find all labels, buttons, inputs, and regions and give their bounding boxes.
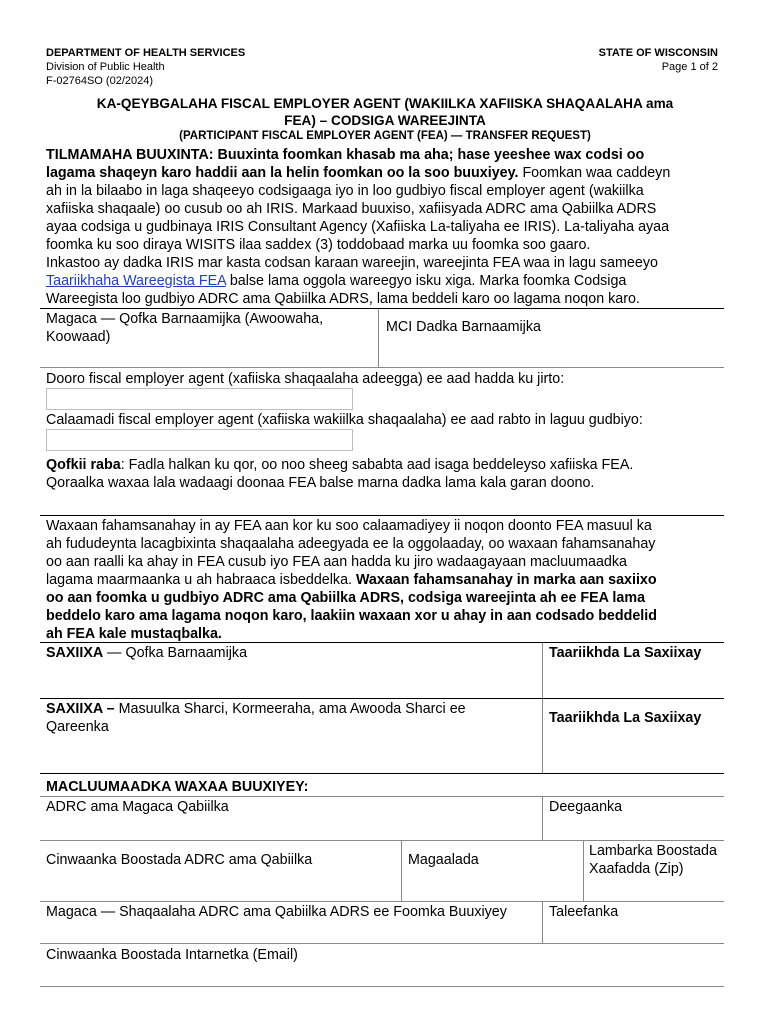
divider [401,840,402,901]
page-number: Page 1 of 2 [661,61,718,73]
divider [40,943,724,944]
instructions-line: foomka ku soo diraya WISITS ilaa saddex (3) toddobaad marka uu foomka soo gaaro. [46,237,591,253]
form-id: F-02764SO (02/2024) [46,75,154,87]
current-fea-label: Dooro fiscal employer agent (xafiiska shaqaalaha adeegga) ee aad hadda ku jirto: [46,371,565,387]
legal-representative-signature-date[interactable]: Taariikhda La Saxiixay [549,710,702,726]
form-title-line1: KA-QEYBGALAHA FISCAL EMPLOYER AGENT (WAKIILKA XAFIISKA SHAQAALAHA ama [96,96,674,111]
current-fea-select[interactable] [46,388,353,410]
phone-field[interactable]: Taleefanka [549,904,619,920]
divider [40,773,724,774]
form-title-line2: FEA) – CODSIGA WAREEJINTA [284,113,486,128]
instructions-line: Wareegista loo gudbiyo ADRC ama Qabiilka ADRS, lama beddeli karo oo lagama noqon karo. [46,291,640,307]
divider [40,796,724,797]
participant-signature-field[interactable]: SAXIIXA — Qofka Barnaamijka [46,645,248,661]
reason-input[interactable] [46,492,724,514]
divider [542,643,543,698]
optional-reason-text: Qofkii raba: Fadla halkan ku qor, oo noo sheeg sababta aad isaga beddeleyso xafiiska FEA. Qoraalka waxaa lala wadaagi doonaa FEA balse marna dadka lama kala garan doono. [46,457,634,491]
divider [40,698,724,699]
fea-transfer-dates-link[interactable]: Taariikhaha Wareegista FEA [46,273,226,289]
adrc-name-field[interactable]: ADRC ama Magaca Qabiilka [46,799,229,815]
department-name: DEPARTMENT OF HEALTH SERVICES [46,47,246,59]
staff-name-field[interactable]: Magaca — Shaqaalaha ADRC ama Qabiilka ADRS ee Foomka Buuxiyey [46,904,507,920]
mailing-address-field[interactable]: Cinwaanka Boostada ADRC ama Qabiilka [46,852,313,868]
instructions-line: xafiiska shaqaale) oo cusub oo ah IRIS. Markaad buuxiso, xafiisyada ADRC ama Qabiilka ADRS [46,201,657,217]
email-field[interactable]: Cinwaanka Boostada Intarnetka (Email) [46,947,298,963]
participant-name-field[interactable]: Magaca — Qofka Barnaamijka (Awoowaha, Koowaad) [46,311,324,345]
divider [40,308,724,309]
city-field[interactable]: Magaalada [408,852,479,868]
divider [542,699,543,773]
divider [542,901,543,943]
state-name: STATE OF WISCONSIN [598,47,718,59]
instructions-line: ah in la bilaabo in laga shaqeeyo codsigaaga iyo in loo gudbiyo fiscal employer agent (wakiilka [46,183,644,199]
divider [40,642,724,643]
instructions-line: ayaa codsiga u gudbinaya IRIS Consultant Agency (Xafiiska La-taliyaha ee IRIS). La-taliyaha ayaa [46,219,670,235]
divider [40,515,724,516]
divider [583,840,584,901]
divider [40,367,724,368]
instructions-line: Taariikhaha Wareegista FEA balse lama oggola wareegyo isku xiga. Marka foomka Codsiga [46,273,627,289]
instructions [46,146,736,308]
participant-signature-date[interactable]: Taariikhda La Saxiixay [549,645,702,661]
county-field[interactable]: Deegaanka [549,799,623,815]
divider [40,986,724,987]
participant-mci-field[interactable]: MCI Dadka Barnaamijka [386,319,541,335]
form-subtitle: (PARTICIPANT FISCAL EMPLOYER AGENT (FEA) — TRANSFER REQUEST) [179,130,591,142]
new-fea-label: Calaamadi fiscal employer agent (xafiiska wakiilka shaqaalaha) ee aad rabto in laguu gudbiyo: [46,412,643,428]
instructions-line: Inkastoo ay dadka IRIS mar kasta codsan karaan wareejin, wareejinta FEA waa in lagu sameeyo [46,255,658,271]
divider [378,309,379,367]
division-name: Division of Public Health [46,61,165,73]
new-fea-select[interactable] [46,429,353,451]
completed-by-heading: MACLUUMAADKA WAXAA BUUXIYEY: [46,779,309,795]
zip-code-field[interactable]: Lambarka Boostada Xaafadda (Zip) [589,843,717,877]
divider [40,840,724,841]
instructions-line: lagama shaqeyn karo haddii aan la helin foomkan oo la soo buuxiyey. Foomkan waa caddeyn [46,165,671,181]
acknowledgement-text: Waxaan fahamsanahay in ay FEA aan kor ku soo calaamadiyey ii noqon doonto FEA masuul ka ah fududeynta lacagbixinta shaqaalaha adeegyada ee la oggolaaday, oo waxaan fahamsanahay oo aan raalli ka ahay in FEA cusub iyo FEA aan hadda ku jiro wadaagayaan macluumaadka lagama maarmaanka u ah habraaca isbeddelka. Waxaan fahamsanahay in marka aan saxiixo oo aan foomka u gudbiyo ADRC ama Qabiilka ADRS, codsiga wareejinta ah ee FEA lama beddelo karo ama lagama noqon karo, laakiin waxaan xor u ahay in aan codsado beddelid ah FEA kale mustaqbalka. [46,518,657,642]
instructions-line: TILMAMAHA BUUXINTA: Buuxinta foomkan khasab ma aha; hase yeeshee wax codsi oo [46,147,645,163]
divider [40,901,724,902]
divider [542,796,543,840]
legal-representative-signature-field[interactable]: SAXIIXA – Masuulka Sharci, Kormeeraha, ama Awooda Sharci ee Qareenka [46,701,466,735]
